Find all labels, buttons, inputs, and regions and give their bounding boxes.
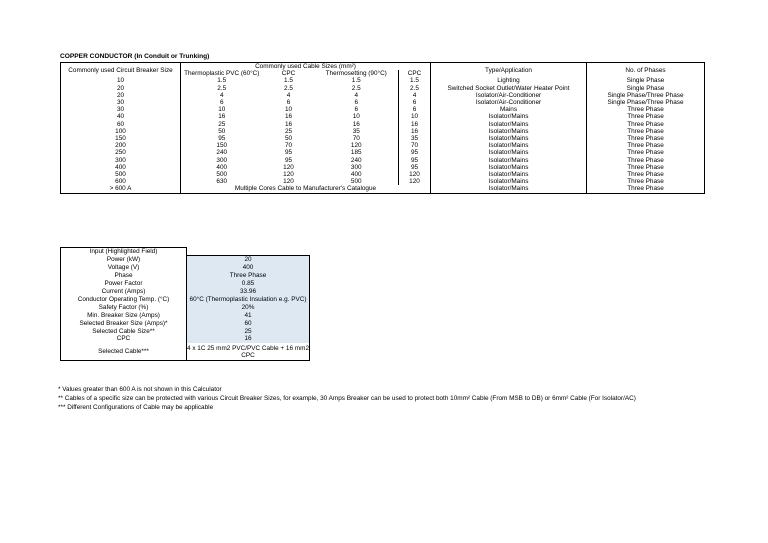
table-cell: Three Phase bbox=[587, 157, 705, 164]
table-cell: 150 bbox=[181, 142, 263, 149]
table-cell: 95 bbox=[399, 164, 431, 171]
input-label: Current (Amps) bbox=[61, 288, 187, 296]
input-row-selected-cable bbox=[61, 343, 310, 361]
table-cell: 4 bbox=[315, 92, 399, 99]
input-heading: Input (Highlighted Field) bbox=[61, 248, 187, 256]
table-cell: 20 bbox=[61, 92, 181, 99]
input-value[interactable]: 41 bbox=[187, 312, 310, 320]
input-value[interactable]: 33.96 bbox=[187, 288, 310, 296]
table-row bbox=[61, 142, 705, 149]
table-cell: 120 bbox=[283, 163, 294, 171]
table-cell: 25 bbox=[284, 127, 293, 135]
table-cell: 6 bbox=[286, 99, 291, 107]
table-cell: 95 bbox=[284, 156, 293, 164]
input-table bbox=[60, 247, 310, 361]
table-cell: 16 bbox=[399, 128, 431, 135]
table-cell: 10 bbox=[399, 113, 431, 120]
table-cell: 95 bbox=[284, 149, 293, 157]
input-value[interactable]: 0.85 bbox=[187, 280, 310, 288]
input-row bbox=[61, 335, 310, 343]
table-cell: Three Phase bbox=[587, 128, 705, 135]
table-cell: 16 bbox=[284, 120, 293, 128]
table-cell: Three Phase bbox=[587, 113, 705, 120]
table-cell: 70 bbox=[284, 142, 293, 150]
footnote-3: *** Different Configurations of Cable may be applicable bbox=[58, 404, 214, 411]
table-cell: 30 bbox=[61, 99, 181, 106]
table-cell: Single Phase/Three Phase bbox=[587, 92, 705, 99]
input-row bbox=[61, 320, 310, 328]
table-row bbox=[61, 149, 705, 156]
table-cell: Mains bbox=[431, 106, 587, 113]
table-row bbox=[61, 185, 705, 193]
table-cell: 150 bbox=[61, 135, 181, 142]
table-cell: 50 bbox=[181, 128, 263, 135]
input-value[interactable]: 25 bbox=[187, 328, 310, 336]
table-cell: Isolator/Mains bbox=[431, 185, 587, 193]
header-phases: No. of Phases bbox=[587, 63, 705, 78]
input-label: Power Factor bbox=[61, 280, 187, 288]
table-cell: 6 bbox=[399, 99, 431, 106]
table-cell: 16 bbox=[315, 121, 399, 128]
table-cell: 185 bbox=[315, 149, 399, 156]
table-cell: 120 bbox=[399, 171, 431, 178]
table-cell: Single Phase bbox=[587, 85, 705, 92]
header-cpc-2: CPC bbox=[399, 70, 431, 77]
table-cell: 2.5 bbox=[284, 84, 293, 92]
table-row bbox=[61, 178, 705, 185]
table-row bbox=[61, 92, 705, 99]
table-cell-note: Multiple Cores Cable to Manufacturer's Catalogue bbox=[181, 185, 431, 193]
input-label: CPC bbox=[61, 335, 187, 343]
header-type: Type/Application bbox=[431, 63, 587, 78]
footnote-2: ** Cables of a specific size can be protected with various Circuit Breaker Sizes, for example, 30 Amps Breaker can be used to protect both 10mm² Cable (From MSB to DB) or 6mm² Cable (For Isolator/AC) bbox=[58, 395, 636, 402]
table-cell: 70 bbox=[399, 142, 431, 149]
input-row bbox=[61, 296, 310, 304]
table-row bbox=[61, 106, 705, 113]
table-cell: Isolator/Mains bbox=[431, 135, 587, 142]
header-cpc: CPC bbox=[281, 70, 296, 78]
table-cell: 30 bbox=[61, 106, 181, 113]
table-cell: 1.5 bbox=[399, 77, 431, 84]
table-cell: 200 bbox=[61, 142, 181, 149]
table-cell: Single Phase/Three Phase bbox=[587, 99, 705, 106]
table-row bbox=[61, 85, 705, 92]
input-row bbox=[61, 288, 310, 296]
table-cell: Three Phase bbox=[587, 121, 705, 128]
table-cell: Isolator/Air-Conditioner bbox=[431, 99, 587, 106]
table-cell: 100 bbox=[61, 128, 181, 135]
input-label: Min. Breaker Size (Amps) bbox=[61, 312, 187, 320]
sheet-title: COPPER CONDUCTOR (In Conduit or Trunking) bbox=[60, 53, 210, 60]
table-cell: 6 bbox=[315, 106, 399, 113]
table-cell: Isolator/Air-Conditioner bbox=[431, 92, 587, 99]
input-label: Selected Breaker Size (Amps)* bbox=[61, 320, 187, 328]
input-row bbox=[61, 328, 310, 336]
table-cell: 600 bbox=[61, 178, 181, 185]
table-cell: Three Phase bbox=[587, 178, 705, 185]
table-cell: Isolator/Mains bbox=[431, 121, 587, 128]
input-label: Phase bbox=[61, 272, 187, 280]
table-cell: 2.5 bbox=[399, 85, 431, 92]
table-cell: 70 bbox=[315, 135, 399, 142]
table-cell: 25 bbox=[181, 121, 263, 128]
table-cell: 20 bbox=[61, 85, 181, 92]
selected-cable-value bbox=[187, 343, 310, 361]
input-row bbox=[61, 272, 310, 280]
table-cell: 4 bbox=[286, 91, 291, 99]
table-cell: Three Phase bbox=[587, 135, 705, 142]
table-cell: Isolator/Mains bbox=[431, 178, 587, 185]
table-cell: 10 bbox=[181, 106, 263, 113]
table-cell: 500 bbox=[181, 171, 263, 178]
table-cell: Isolator/Mains bbox=[431, 171, 587, 178]
footnote-1: * Values greater than 600 A is not shown in this Calculator bbox=[58, 386, 222, 393]
input-label: Power (kW) bbox=[61, 256, 187, 264]
table-cell: 300 bbox=[315, 164, 399, 171]
table-cell: Isolator/Mains bbox=[431, 149, 587, 156]
table-cell: Switched Socket Outlet/Water Heater Point bbox=[431, 85, 587, 92]
header-thermoplastic: Thermoplastic PVC (60°C) bbox=[181, 70, 263, 77]
table-row bbox=[61, 157, 705, 164]
header-thermosetting: Thermosetting (90°C) bbox=[315, 70, 399, 77]
input-value[interactable]: Three Phase bbox=[187, 272, 310, 280]
input-value[interactable]: 20 bbox=[187, 256, 310, 264]
header-breaker: Commonly used Circuit Breaker Size bbox=[61, 63, 181, 78]
table-row bbox=[61, 171, 705, 178]
table-cell: Isolator/Mains bbox=[431, 113, 587, 120]
table-cell: 35 bbox=[315, 128, 399, 135]
table-cell: 10 bbox=[284, 106, 293, 114]
header-cable-sizes: Commonly used Cable Sizes (mm²) bbox=[181, 63, 431, 71]
table-cell: 120 bbox=[315, 142, 399, 149]
table-cell: Single Phase bbox=[587, 77, 705, 84]
table-row bbox=[61, 164, 705, 171]
table-cell: 60 bbox=[61, 121, 181, 128]
table-cell: > 600 A bbox=[61, 185, 181, 193]
selected-cable-line-2: CPC bbox=[241, 351, 255, 359]
table-cell: Three Phase bbox=[587, 171, 705, 178]
table-cell: 95 bbox=[399, 149, 431, 156]
table-cell: Isolator/Mains bbox=[431, 142, 587, 149]
table-cell: Isolator/Mains bbox=[431, 128, 587, 135]
table-cell: Three Phase bbox=[587, 164, 705, 171]
table-cell: 500 bbox=[315, 178, 399, 185]
table-cell: 35 bbox=[399, 135, 431, 142]
input-row bbox=[61, 256, 310, 264]
table-cell: Three Phase bbox=[587, 149, 705, 156]
table-row bbox=[61, 113, 705, 120]
table-cell: Three Phase bbox=[587, 142, 705, 149]
table-cell: 1.5 bbox=[284, 77, 293, 85]
input-row bbox=[61, 264, 310, 272]
table-cell: 250 bbox=[61, 149, 181, 156]
table-cell: Isolator/Mains bbox=[431, 157, 587, 164]
table-cell: 400 bbox=[61, 164, 181, 171]
table-cell: 120 bbox=[399, 178, 431, 185]
table-cell: Isolator/Mains bbox=[431, 164, 587, 171]
table-cell: 2.5 bbox=[181, 85, 263, 92]
table-row bbox=[61, 135, 705, 142]
table-row bbox=[61, 121, 705, 128]
table-cell: 10 bbox=[315, 113, 399, 120]
table-cell: 50 bbox=[284, 135, 293, 143]
table-cell: 2.5 bbox=[315, 85, 399, 92]
table-cell: 6 bbox=[181, 99, 263, 106]
table-cell: 1.5 bbox=[315, 77, 399, 84]
input-value[interactable]: 60 bbox=[187, 320, 310, 328]
table-cell: 240 bbox=[181, 149, 263, 156]
input-value[interactable]: 400 bbox=[187, 264, 310, 272]
table-row bbox=[61, 99, 705, 106]
cable-size-table bbox=[60, 62, 705, 194]
input-value[interactable]: 16 bbox=[187, 335, 310, 343]
table-cell: 300 bbox=[61, 157, 181, 164]
table-cell: 500 bbox=[61, 171, 181, 178]
table-cell: 16 bbox=[284, 113, 293, 121]
table-cell: 95 bbox=[399, 157, 431, 164]
input-label: Voltage (V) bbox=[61, 264, 187, 272]
table-cell: Three Phase bbox=[587, 185, 705, 193]
table-cell: 120 bbox=[283, 178, 294, 186]
table-cell: 1.5 bbox=[181, 77, 263, 84]
table-cell: 240 bbox=[315, 157, 399, 164]
table-row bbox=[61, 77, 705, 84]
input-row bbox=[61, 312, 310, 320]
table-cell: 40 bbox=[61, 113, 181, 120]
selected-cable-line-1: 4 x 1C 25 mm2 PVC/PVC Cable + 16 mm2 bbox=[187, 344, 310, 352]
table-cell: 400 bbox=[315, 171, 399, 178]
input-value[interactable]: 60°C (Thermoplastic Insulation e.g. PVC) bbox=[187, 296, 310, 304]
table-cell: 10 bbox=[61, 77, 181, 84]
table-cell: 95 bbox=[181, 135, 263, 142]
input-row bbox=[61, 280, 310, 288]
footnotes bbox=[58, 385, 636, 412]
input-label: Selected Cable Size** bbox=[61, 328, 187, 336]
input-label: Selected Cable*** bbox=[61, 343, 187, 361]
input-label: Safety Factor (%) bbox=[61, 304, 187, 312]
table-row bbox=[61, 128, 705, 135]
table-cell: 400 bbox=[181, 164, 263, 171]
table-cell: 630 bbox=[181, 178, 263, 185]
input-label: Conductor Operating Temp. (°C) bbox=[61, 296, 187, 304]
table-cell: 120 bbox=[283, 171, 294, 179]
table-cell: 4 bbox=[399, 92, 431, 99]
table-cell: 4 bbox=[181, 92, 263, 99]
input-row bbox=[61, 304, 310, 312]
table-cell: Lighting bbox=[431, 77, 587, 84]
table-cell: 6 bbox=[315, 99, 399, 106]
table-cell: 300 bbox=[181, 157, 263, 164]
table-cell: 16 bbox=[181, 113, 263, 120]
input-value[interactable]: 20% bbox=[187, 304, 310, 312]
table-cell: Three Phase bbox=[587, 106, 705, 113]
table-cell: 16 bbox=[399, 121, 431, 128]
table-cell: 6 bbox=[399, 106, 431, 113]
